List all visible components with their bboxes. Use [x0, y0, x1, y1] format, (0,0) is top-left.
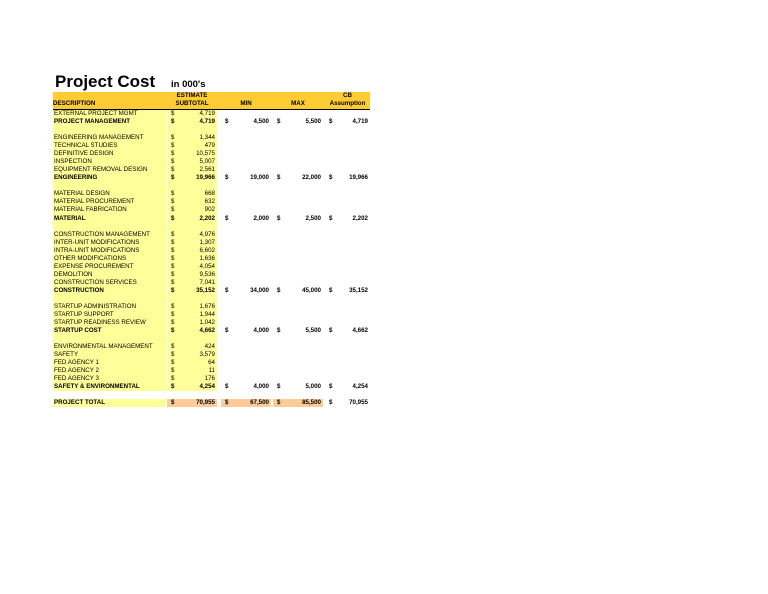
row-description: PROJECT TOTAL: [53, 399, 166, 407]
line-item-row: [53, 343, 370, 351]
units-note: in 000's: [171, 79, 206, 90]
row-estimate-value: 9,536: [199, 270, 215, 278]
currency-symbol: $: [277, 399, 281, 407]
row-cb: [325, 399, 370, 407]
currency-symbol: $: [171, 383, 175, 391]
row-description: STARTUP READINESS REVIEW: [53, 319, 166, 327]
row-max: [273, 215, 323, 223]
group-spacer: [53, 182, 370, 190]
row-min: [221, 399, 271, 407]
currency-symbol: $: [225, 118, 229, 126]
row-estimate: [167, 255, 217, 263]
line-item-row: [53, 319, 370, 327]
row-estimate: [167, 239, 217, 247]
row-estimate: [167, 206, 217, 214]
row-min-value: 4,000: [253, 327, 269, 335]
row-estimate-value: 4,976: [199, 230, 215, 238]
row-estimate: [167, 319, 217, 327]
subtotal-row: [53, 174, 370, 182]
row-description: INSPECTION: [53, 158, 166, 166]
row-estimate-value: 35,152: [196, 286, 215, 294]
row-estimate: [167, 359, 217, 367]
row-cb: [325, 118, 370, 126]
row-description: FED AGENCY 1: [53, 359, 166, 367]
currency-symbol: $: [225, 214, 229, 222]
line-item-row: [53, 271, 370, 279]
row-estimate: [167, 215, 217, 223]
currency-symbol: $: [329, 118, 333, 126]
group-spacer: [53, 126, 370, 134]
row-cb-value: 35,152: [349, 286, 368, 294]
row-description: DEMOLITION: [53, 271, 166, 279]
row-cb: [325, 287, 370, 295]
line-item-row: [53, 351, 370, 359]
row-cb-value: 70,955: [349, 399, 368, 407]
currency-symbol: $: [171, 206, 175, 214]
header-min: MIN: [240, 100, 252, 107]
line-item-row: [53, 279, 370, 287]
currency-symbol: $: [171, 190, 175, 198]
currency-symbol: $: [171, 214, 175, 222]
row-max-value: 85,500: [302, 399, 321, 407]
spacer-cell: [53, 335, 166, 343]
group-spacer: [53, 223, 370, 231]
row-estimate-value: 176: [204, 375, 215, 383]
row-description: CONSTRUCTION MANAGEMENT: [53, 231, 166, 239]
currency-symbol: $: [171, 319, 175, 327]
currency-symbol: $: [171, 343, 175, 351]
row-estimate: [167, 166, 217, 174]
row-estimate-value: 11: [208, 367, 215, 375]
line-item-row: [53, 239, 370, 247]
row-estimate: [167, 150, 217, 158]
row-estimate: [167, 367, 217, 375]
row-estimate-value: 1,042: [199, 319, 215, 327]
row-description: STARTUP COST: [53, 327, 166, 335]
line-item-row: [53, 206, 370, 214]
currency-symbol: $: [171, 262, 175, 270]
row-min-value: 2,000: [253, 214, 269, 222]
row-estimate: [167, 343, 217, 351]
row-min: [221, 383, 271, 391]
group-spacer: [53, 391, 370, 399]
currency-symbol: $: [171, 327, 175, 335]
currency-symbol: $: [225, 399, 229, 407]
row-estimate-value: 70,955: [196, 399, 215, 407]
row-description: INTER-UNIT MODIFICATIONS: [53, 239, 166, 247]
currency-symbol: $: [171, 375, 175, 383]
currency-symbol: $: [171, 310, 175, 318]
row-estimate-value: 64: [208, 359, 215, 367]
currency-symbol: $: [171, 246, 175, 254]
row-min-value: 19,000: [250, 174, 269, 182]
row-cb: [325, 327, 370, 335]
currency-symbol: $: [225, 174, 229, 182]
row-estimate-value: 1,676: [199, 302, 215, 310]
row-estimate: [167, 134, 217, 142]
row-cb-value: 4,662: [352, 327, 368, 335]
row-estimate-value: 1,307: [199, 238, 215, 246]
currency-symbol: $: [329, 214, 333, 222]
row-estimate-value: 902: [204, 206, 215, 214]
row-description: MATERIAL: [53, 215, 166, 223]
row-estimate-value: 2,202: [199, 214, 215, 222]
subtotal-row: [53, 215, 370, 223]
currency-symbol: $: [171, 198, 175, 206]
currency-symbol: $: [329, 399, 333, 407]
row-estimate: [167, 174, 217, 182]
row-description: OTHER MODIFICATIONS: [53, 255, 166, 263]
row-max: [273, 327, 323, 335]
row-max: [273, 174, 323, 182]
row-estimate: [167, 279, 217, 287]
currency-symbol: $: [171, 166, 175, 174]
currency-symbol: $: [277, 383, 281, 391]
line-item-row: [53, 375, 370, 383]
row-min: [221, 174, 271, 182]
currency-symbol: $: [225, 383, 229, 391]
row-estimate-value: 632: [204, 198, 215, 206]
spacer-cell: [167, 335, 217, 343]
row-description: EQUIPMENT REMOVAL DESIGN: [53, 166, 166, 174]
row-max-value: 45,000: [302, 286, 321, 294]
row-min-value: 67,500: [250, 399, 269, 407]
row-max-value: 5,500: [305, 118, 321, 126]
currency-symbol: $: [171, 302, 175, 310]
line-item-row: [53, 142, 370, 150]
currency-symbol: $: [171, 174, 175, 182]
row-max-value: 5,500: [305, 327, 321, 335]
row-estimate-value: 4,662: [199, 327, 215, 335]
currency-symbol: $: [171, 238, 175, 246]
group-spacer: [53, 335, 370, 343]
row-max-value: 22,000: [302, 174, 321, 182]
currency-symbol: $: [171, 142, 175, 150]
spacer-cell: [167, 182, 217, 190]
row-estimate-value: 4,719: [199, 110, 215, 117]
row-estimate: [167, 247, 217, 255]
currency-symbol: $: [225, 327, 229, 335]
row-estimate: [167, 383, 217, 391]
currency-symbol: $: [277, 327, 281, 335]
currency-symbol: $: [277, 118, 281, 126]
line-item-row: [53, 134, 370, 142]
line-item-row: [53, 303, 370, 311]
row-estimate: [167, 399, 217, 407]
line-item-row: [53, 359, 370, 367]
line-item-row: [53, 158, 370, 166]
line-item-row: [53, 263, 370, 271]
row-description: SAFETY & ENVIRONMENTAL: [53, 383, 166, 391]
currency-symbol: $: [329, 174, 333, 182]
currency-symbol: $: [171, 399, 175, 407]
row-estimate-value: 1,636: [199, 254, 215, 262]
row-estimate: [167, 271, 217, 279]
line-item-row: [53, 166, 370, 174]
row-estimate-value: 6,602: [199, 246, 215, 254]
row-description: MATERIAL FABRICATION: [53, 206, 166, 214]
row-max-value: 2,500: [305, 214, 321, 222]
row-estimate-value: 7,041: [199, 278, 215, 286]
currency-symbol: $: [277, 214, 281, 222]
row-max: [273, 118, 323, 126]
row-estimate: [167, 110, 217, 118]
row-description: FED AGENCY 2: [53, 367, 166, 375]
currency-symbol: $: [171, 278, 175, 286]
row-min-value: 4,500: [253, 118, 269, 126]
row-cb: [325, 174, 370, 182]
row-min: [221, 118, 271, 126]
spacer-cell: [167, 126, 217, 134]
line-item-row: [53, 311, 370, 319]
row-max: [273, 287, 323, 295]
spacer-cell: [53, 126, 166, 134]
row-description: EXPENSE PROCUREMENT: [53, 263, 166, 271]
row-description: STARTUP SUPPORT: [53, 311, 166, 319]
row-description: MATERIAL PROCUREMENT: [53, 198, 166, 206]
currency-symbol: $: [171, 286, 175, 294]
row-description: EXTERNAL PROJECT MGMT: [53, 110, 166, 118]
line-item-row: [53, 190, 370, 198]
currency-symbol: $: [171, 367, 175, 375]
currency-symbol: $: [329, 383, 333, 391]
subtotal-row: [53, 327, 370, 335]
subtotal-row: [53, 287, 370, 295]
row-description: SAFETY: [53, 351, 166, 359]
line-item-row: [53, 231, 370, 239]
row-estimate: [167, 118, 217, 126]
row-estimate-value: 4,254: [199, 383, 215, 391]
row-description: PROJECT MANAGEMENT: [53, 118, 166, 126]
line-item-row: [53, 198, 370, 206]
row-description: MATERIAL DESIGN: [53, 190, 166, 198]
row-estimate-value: 424: [204, 343, 215, 351]
spacer-cell: [53, 295, 166, 303]
row-cb-value: 4,719: [352, 118, 368, 126]
row-estimate: [167, 231, 217, 239]
row-estimate-value: 10,575: [196, 150, 215, 158]
table-body: [53, 110, 370, 407]
line-item-row: [53, 367, 370, 375]
spacer-cell: [167, 295, 217, 303]
currency-symbol: $: [171, 150, 175, 158]
row-min: [221, 215, 271, 223]
row-cb: [325, 215, 370, 223]
row-cb-value: 4,254: [352, 383, 368, 391]
row-estimate-value: 19,966: [196, 174, 215, 182]
row-description: CONSTRUCTION SERVICES: [53, 279, 166, 287]
row-estimate-value: 5,007: [199, 158, 215, 166]
table-header: [53, 92, 370, 110]
row-cb-value: 19,966: [349, 174, 368, 182]
row-description: CONSTRUCTION: [53, 287, 166, 295]
row-estimate-value: 479: [204, 142, 215, 150]
row-estimate: [167, 158, 217, 166]
header-estimate: ESTIMATE SUBTOTAL: [175, 92, 209, 107]
row-estimate-value: 668: [204, 190, 215, 198]
header-cb: CB Assumption: [329, 92, 366, 107]
cost-table: [53, 92, 370, 407]
group-spacer: [53, 295, 370, 303]
row-cb: [325, 383, 370, 391]
row-description: INTRA-UNIT MODIFICATIONS: [53, 247, 166, 255]
currency-symbol: $: [277, 174, 281, 182]
row-estimate-value: 3,579: [199, 351, 215, 359]
currency-symbol: $: [225, 286, 229, 294]
row-estimate: [167, 287, 217, 295]
row-min-value: 34,000: [250, 286, 269, 294]
currency-symbol: $: [329, 327, 333, 335]
line-item-row: [53, 150, 370, 158]
currency-symbol: $: [171, 254, 175, 262]
header-max: MAX: [291, 100, 305, 107]
currency-symbol: $: [329, 286, 333, 294]
row-estimate: [167, 198, 217, 206]
row-estimate-value: 1,344: [199, 134, 215, 142]
row-description: DEFINITIVE DESIGN: [53, 150, 166, 158]
row-estimate: [167, 142, 217, 150]
row-estimate: [167, 303, 217, 311]
row-max-value: 5,000: [305, 383, 321, 391]
row-description: ENGINEERING MANAGEMENT: [53, 134, 166, 142]
currency-symbol: $: [171, 158, 175, 166]
row-cb-value: 2,202: [352, 214, 368, 222]
row-estimate: [167, 375, 217, 383]
subtotal-row: [53, 383, 370, 391]
spacer-cell: [167, 223, 217, 231]
page-title: Project Cost: [55, 72, 156, 91]
row-description: TECHNICAL STUDIES: [53, 142, 166, 150]
row-description: ENVIRONMENTAL MANAGEMENT: [53, 343, 166, 351]
row-estimate: [167, 263, 217, 271]
currency-symbol: $: [171, 110, 175, 117]
currency-symbol: $: [171, 359, 175, 367]
currency-symbol: $: [171, 118, 175, 126]
spacer-cell: [53, 182, 166, 190]
currency-symbol: $: [171, 230, 175, 238]
row-min: [221, 287, 271, 295]
row-estimate-value: 1,944: [199, 310, 215, 318]
row-min-value: 4,000: [253, 383, 269, 391]
row-description: FED AGENCY 3: [53, 375, 166, 383]
row-estimate: [167, 311, 217, 319]
line-item-row: [53, 247, 370, 255]
header-description: DESCRIPTION: [53, 100, 96, 107]
currency-symbol: $: [171, 351, 175, 359]
row-description: ENGINEERING: [53, 174, 166, 182]
row-max: [273, 383, 323, 391]
row-estimate-value: 2,561: [199, 166, 215, 174]
line-item-row: [53, 110, 370, 118]
project-total-row: [53, 399, 370, 407]
currency-symbol: $: [171, 270, 175, 278]
spacer-cell: [53, 223, 166, 231]
row-estimate-value: 4,054: [199, 262, 215, 270]
line-item-row: [53, 255, 370, 263]
row-description: STARTUP ADMINISTRATION: [53, 303, 166, 311]
row-estimate: [167, 327, 217, 335]
row-estimate-value: 4,719: [199, 118, 215, 126]
subtotal-row: [53, 118, 370, 126]
row-estimate: [167, 190, 217, 198]
row-min: [221, 327, 271, 335]
currency-symbol: $: [277, 286, 281, 294]
row-estimate: [167, 351, 217, 359]
currency-symbol: $: [171, 134, 175, 142]
row-max: [273, 399, 323, 407]
